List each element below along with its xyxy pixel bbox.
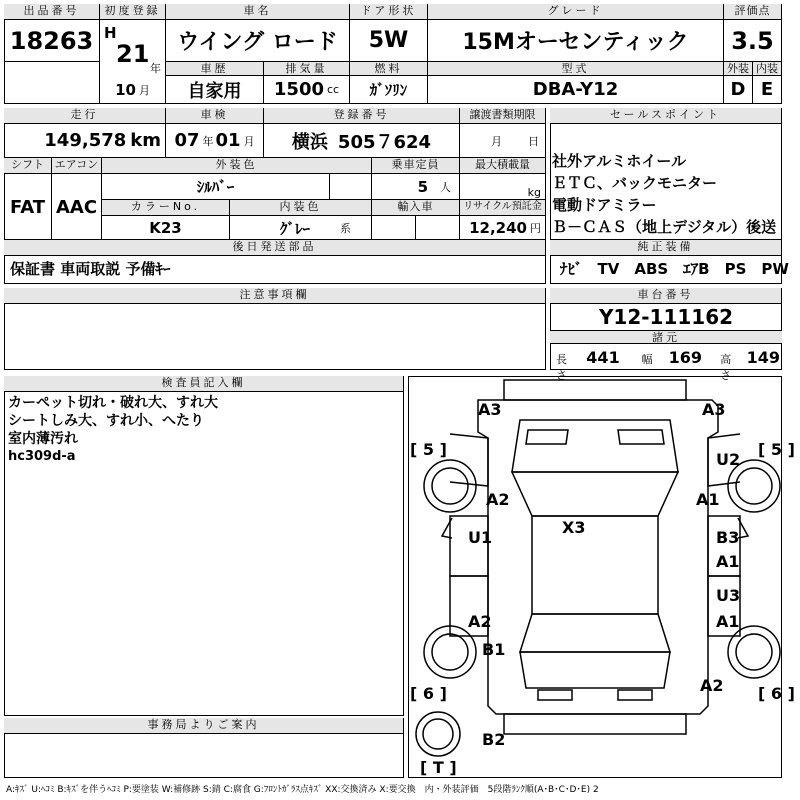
mark-a3-left: A3: [478, 400, 502, 419]
displacement-unit: cc: [327, 83, 340, 96]
mileage-label: 走行: [4, 108, 166, 124]
mark-b3: B3: [716, 528, 740, 547]
hood: [512, 420, 678, 472]
grade: 15Mオーセンティック: [428, 20, 724, 62]
shift-label: シフト: [4, 158, 52, 174]
sales-points-label: セールスポイント: [550, 108, 782, 124]
first-reg-label: 初度登録: [100, 4, 166, 20]
sales-points-list: [552, 150, 784, 238]
car-name: ウイング ロード: [166, 20, 350, 62]
inspection-month-unit: 月: [243, 134, 255, 148]
door-type: 5W: [350, 20, 428, 62]
mark-a3-right: A3: [702, 400, 726, 419]
month-unit: 月: [138, 83, 150, 97]
ac-label: エアコン: [52, 158, 102, 174]
lot-no: 18263: [4, 20, 100, 62]
width: 169: [668, 348, 703, 367]
score-label: 評価点: [724, 4, 782, 20]
mark-a1-right: A1: [696, 490, 720, 509]
after-parts: 保証書 車両取説 予備ｷｰ: [10, 260, 171, 278]
era: H: [104, 24, 117, 42]
recycle-label: リサイクル預託金: [460, 200, 546, 216]
first-reg-month: 10: [115, 80, 136, 99]
length: 441: [586, 348, 620, 367]
mark-u2: U2: [716, 450, 741, 469]
mark-u1: U1: [468, 528, 493, 547]
mark-spare: [ T ]: [420, 758, 457, 777]
capacity-label: 乗車定員: [372, 158, 460, 174]
ext-color-label: 外装色: [102, 158, 372, 174]
mileage-cell: [4, 124, 166, 158]
inspection-label: 車検: [166, 108, 264, 124]
int-color-cell: [230, 216, 372, 240]
mileage: 149,578: [44, 130, 127, 151]
car-diagram-svg: [408, 376, 782, 778]
genuine-equipment: ﾅﾋﾞ TV ABS ｴｱB PS PW: [560, 260, 789, 278]
max-load-unit: kg: [527, 186, 541, 199]
fuel: ｶﾞｿﾘﾝ: [350, 76, 428, 104]
mark-x3: X3: [562, 518, 586, 537]
displacement: 1500: [273, 79, 324, 100]
inspection-year-unit: 年: [202, 134, 214, 148]
mark-b1: B1: [482, 640, 506, 659]
mark-a2-right: A2: [700, 676, 724, 695]
legend: A:ｷｽﾞ U:ﾍｺﾐ B:ｷｽﾞを伴うﾍｺﾐ P:要塗装 W:補修跡 S:錆 C:腐食 G:ﾌﾛﾝﾄｶﾞﾗｽ点ｷｽﾞ XX:交換済み X:要交換 内・外装評価 5段階ﾗﾝｸ順(A･B･C･D･E) 2: [6, 785, 599, 795]
notes-label: 注意事項欄: [4, 288, 546, 304]
transfer-label: 譲渡書類期限: [460, 108, 546, 124]
import-label: 輸入車: [372, 200, 460, 216]
model-label: 型式: [428, 62, 724, 76]
door-label: ドア形状: [350, 4, 428, 20]
max-load-cell: [460, 174, 546, 200]
model: DBA-Y12: [428, 76, 724, 104]
score: 3.5: [724, 20, 782, 62]
roof: [532, 516, 658, 614]
sales-point-item: Ｂ－ＣＡＳ（地上デジタル）後送: [552, 218, 777, 236]
inspection-year: 07: [174, 130, 200, 151]
mark-u3: U3: [716, 586, 741, 605]
first-reg-month-cell: [100, 76, 166, 104]
lot-no-label: 出品番号: [4, 4, 100, 20]
int-color: ｸﾞﾚｰ: [279, 219, 310, 238]
max-load-label: 最大積載量: [460, 158, 546, 174]
mark-a2-left2: A2: [468, 612, 492, 631]
inspector-line: 室内薄汚れ: [8, 431, 78, 447]
mark-tire-rl: [ 6 ]: [410, 684, 447, 703]
int-color-label: 内装色: [230, 200, 372, 216]
height: 149: [746, 348, 780, 367]
capacity-unit: 人: [440, 180, 451, 194]
interior-label: 内装: [753, 62, 782, 76]
inspector-label: 検査員記入欄: [4, 376, 404, 392]
ac: AAC: [52, 174, 102, 240]
lot-no-blank: [4, 62, 100, 104]
width-label: 幅: [641, 353, 653, 366]
inspector-line: hc309d-a: [8, 449, 76, 464]
int-color-unit: 系: [340, 222, 351, 235]
recycle: 12,240: [469, 219, 527, 237]
first-reg-year: 21: [116, 40, 150, 68]
after-parts-label: 後日発送部品: [4, 240, 546, 256]
ext-color: ｼﾙﾊﾞｰ: [102, 174, 330, 200]
length-label: 長さ: [556, 353, 567, 382]
mark-tire-fr: [ 5 ]: [758, 440, 795, 459]
office-label: 事務局よりご案内: [4, 718, 404, 734]
mark-b2: B2: [482, 730, 506, 749]
mileage-unit: km: [130, 130, 161, 151]
exterior-label: 外装: [724, 62, 753, 76]
capacity-cell: [372, 174, 460, 200]
year-unit: 年: [150, 62, 161, 75]
reg-no-label: 登録番号: [264, 108, 460, 124]
specs-label: 諸元: [550, 330, 782, 344]
transfer-day-unit: 日: [528, 134, 539, 148]
inspection-month: 01: [215, 130, 241, 151]
mark-tire-rr: [ 6 ]: [758, 684, 795, 703]
sales-point-item: ＥＴＣ、バックモニター: [552, 174, 718, 192]
sales-point-item: 電動ドアミラー: [552, 196, 657, 214]
sales-point-item: 社外アルミホイール: [552, 152, 687, 170]
genuine-label: 純正装備: [550, 240, 782, 256]
mark-a1-r2: A1: [716, 552, 740, 571]
reg-no: 505７624: [337, 131, 432, 153]
transfer-cell: [460, 124, 546, 158]
height-label: 高さ: [720, 353, 732, 382]
car-name-label: 車名: [166, 4, 350, 20]
mark-a2-left: A2: [486, 490, 510, 509]
rear-window: [520, 614, 670, 652]
mark-tire-fl: [ 5 ]: [410, 440, 447, 459]
color-no-label: カラーNo.: [102, 200, 230, 216]
capacity: 5: [417, 177, 428, 196]
import-cell-b: [416, 216, 460, 240]
grade-label: グレード: [428, 4, 724, 20]
fuel-label: 燃料: [350, 62, 428, 76]
recycle-cell: [460, 216, 546, 240]
history-label: 車歴: [166, 62, 264, 76]
displacement-label: 排気量: [264, 62, 350, 76]
chassis-no: Y12-111162: [598, 305, 734, 329]
transfer-month-unit: 月: [491, 134, 502, 148]
interior-rating: E: [753, 76, 782, 104]
mark-a1-r3: A1: [716, 612, 740, 631]
inspection-cell: [166, 124, 264, 158]
color-no: K23: [102, 216, 230, 240]
shift: FAT: [4, 174, 52, 240]
recycle-unit: 円: [530, 222, 541, 235]
history: 自家用: [166, 76, 264, 104]
inspector-line: シートしみ大、すれ小、へたり: [8, 413, 204, 429]
car-body-outline: [478, 400, 718, 714]
tailgate: [520, 652, 670, 688]
reg-no-cell: [264, 124, 460, 158]
displacement-cell: [264, 76, 350, 104]
chassis-label: 車台番号: [550, 288, 782, 304]
inspector-notes: [8, 394, 398, 466]
ext-color-blank: [330, 174, 372, 200]
reg-city: 横浜: [291, 131, 328, 153]
exterior-rating: D: [724, 76, 753, 104]
windshield: [512, 472, 678, 516]
import-cell-a: [372, 216, 416, 240]
inspector-line: カーペット切れ・破れ大、すれ大: [8, 395, 218, 411]
